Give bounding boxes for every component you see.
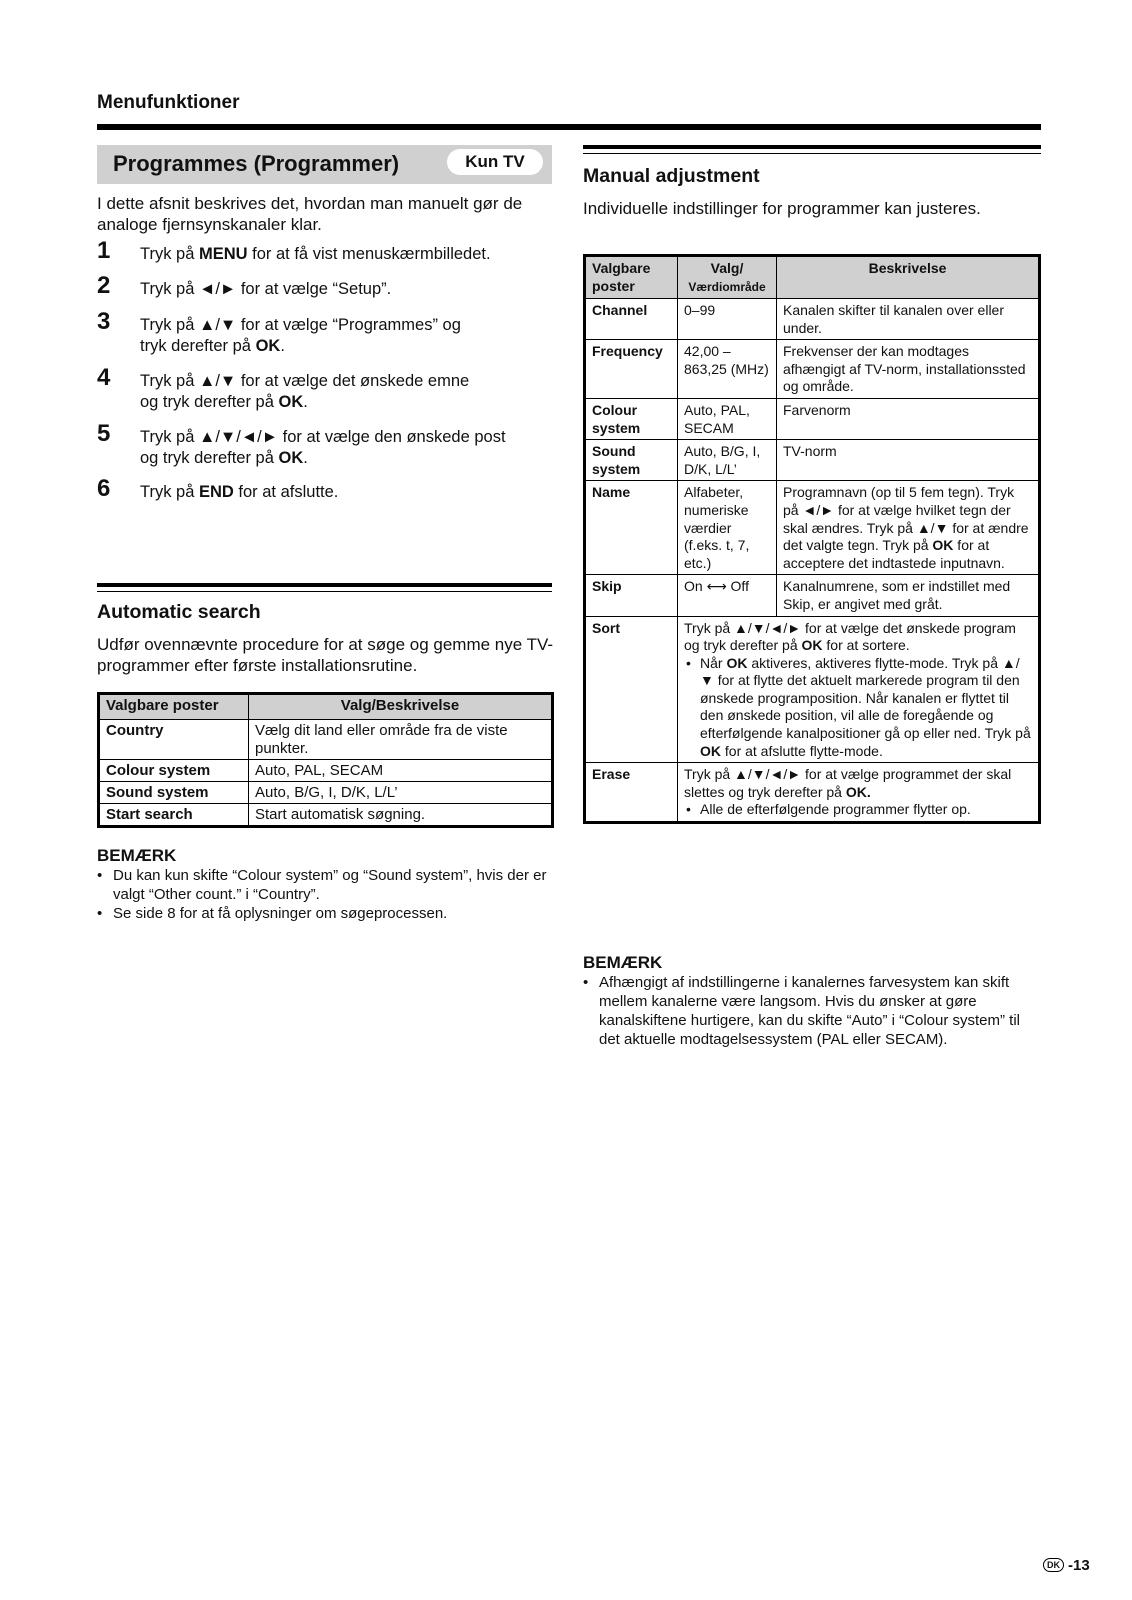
manual-adjustment-table <box>583 254 1041 824</box>
section-rule <box>583 145 1041 154</box>
table-row: Name Alfabeter, numeriske værdier (f.eks. t, 7, etc.) Programnavn (op til 5 fem tegn). Tryk på ◄/► for at vælge hvilket tegn der skal ændres. Tryk på ▲/▼ for at ændre det valgte tegn. Tryk på OK for at acceptere det indtastede inputnavn. <box>585 481 1040 575</box>
automatic-search-text: Udfør ovennævnte procedure for at søge og gemme nye TV-programmer efter første installationsrutine. <box>97 635 554 675</box>
table-row: Skip On ⟷ Off Kanalnumrene, som er indstillet med Skip, er angivet med gråt. <box>585 575 1040 616</box>
note-heading: BEMÆRK <box>97 846 177 865</box>
step-number: 5 <box>97 420 111 447</box>
step-number: 6 <box>97 475 111 502</box>
list-item: • Du kan kun skifte “Colour system” og “Sound system”, hvis der er valgt “Other count.” i “Country”. <box>97 866 547 904</box>
step-text: Tryk på ▲/▼ for at vælge det ønskede emne og tryk derefter på OK. <box>140 372 470 411</box>
note-heading: BEMÆRK <box>583 953 663 972</box>
note-list <box>97 866 547 923</box>
step-text: Tryk på MENU for at få vist menuskærmbilledet. <box>140 245 491 263</box>
step-text: Tryk på ▲/▼ for at vælge “Programmes” og tryk derefter på OK. <box>140 316 461 355</box>
table-row: Colour system Auto, PAL, SECAM <box>99 760 553 782</box>
list-item: • Alle de efterfølgende programmer flytter op. <box>684 801 1032 819</box>
section-rule <box>97 583 552 592</box>
table-row: Sound system Auto, B/G, I, D/K, L/L’ <box>99 782 553 804</box>
list-item: • Se side 8 for at få oplysninger om søgeprocessen. <box>97 904 547 923</box>
double-arrow-icon: ⟷ <box>706 578 727 595</box>
note-list <box>583 973 1041 1049</box>
table-row: Channel 0–99 Kanalen skifter til kanalen over eller under. <box>585 299 1040 340</box>
tv-only-badge: Kun TV <box>447 149 543 175</box>
step-number: 4 <box>97 364 111 391</box>
step-number: 3 <box>97 308 111 335</box>
table-row: Sound system Auto, B/G, I, D/K, L/L’ TV-norm <box>585 440 1040 481</box>
table-row: Start search Start automatisk søgning. <box>99 804 553 827</box>
step-number: 1 <box>97 237 111 264</box>
step-text: Tryk på END for at afslutte. <box>140 483 339 501</box>
table-row: Sort Tryk på ▲/▼/◄/► for at vælge det ønskede program og tryk derefter på OK for at sortere. • Når OK aktiveres, aktiveres flytte-mode. Tryk på ▲/▼ for at flytte det aktuelt markerede program til den ønskede programposition. Når kanalen er flyttet til den ønskede position, vil alle de foregående og efterfølgende kanalpositioner gå op eller ned. Tryk på OK for at afslutte flytte-mode. <box>585 616 1040 763</box>
manual-adjustment-text: Individuelle indstillinger for programmer kan justeres. <box>583 199 981 218</box>
table-row: Frequency 42,00 – 863,25 (MHz) Frekvenser der kan modtages afhængigt af TV-norm, installationssted og område. <box>585 340 1040 399</box>
step-number: 2 <box>97 272 111 299</box>
table-row: Colour system Auto, PAL, SECAM Farvenorm <box>585 398 1040 439</box>
automatic-search-table <box>97 692 554 828</box>
automatic-search-heading: Automatic search <box>97 601 261 623</box>
table-row: Erase Tryk på ▲/▼/◄/► for at vælge programmet der skal slettes og tryk derefter på OK. • Alle de efterfølgende programmer flytter op. <box>585 763 1040 823</box>
list-item: • Afhængigt af indstillingerne i kanalernes farvesystem kan skift mellem kanalerne være langsom. Hvis du ønsker at gøre kanalskiftene hurtigere, kan du skifte “Auto” i “Colour system” til det aktuelle modtagelsessystem (PAL eller SECAM). <box>583 973 1041 1049</box>
title-band <box>97 145 552 184</box>
table-header: Valgbare poster <box>99 694 249 720</box>
table-header: Valgbare poster <box>585 256 678 299</box>
table-header: Beskrivelse <box>777 256 1040 299</box>
list-item: • Når OK aktiveres, aktiveres flytte-mode. Tryk på ▲/▼ for at flytte det aktuelt markerede program til den ønskede programposition. Når kanalen er flyttet til den ønskede position, vil alle de foregående og efterfølgende kanalpositioner gå op eller ned. Tryk på OK for at afslutte flytte-mode. <box>684 655 1032 761</box>
top-rule <box>97 124 1041 130</box>
language-badge-icon: DK <box>1043 1558 1064 1572</box>
table-row: Country Vælg dit land eller område fra de viste punkter. <box>99 720 553 760</box>
step-text: Tryk på ▲/▼/◄/► for at vælge den ønskede post og tryk derefter på OK. <box>140 428 506 467</box>
step-text: Tryk på ◄/► for at vælge “Setup”. <box>140 280 392 298</box>
table-header: Valg/ Værdiområde <box>678 256 777 299</box>
table-header: Valg/Beskrivelse <box>249 694 553 720</box>
intro-text: I dette afsnit beskrives det, hvordan man manuelt gør de analoge fjernsynskanaler klar. <box>97 194 523 234</box>
manual-adjustment-heading: Manual adjustment <box>583 165 760 187</box>
page-number: DK -13 <box>1043 1557 1090 1574</box>
page-title: Programmes (Programmer) <box>113 151 400 176</box>
section-label: Menufunktioner <box>97 92 240 113</box>
